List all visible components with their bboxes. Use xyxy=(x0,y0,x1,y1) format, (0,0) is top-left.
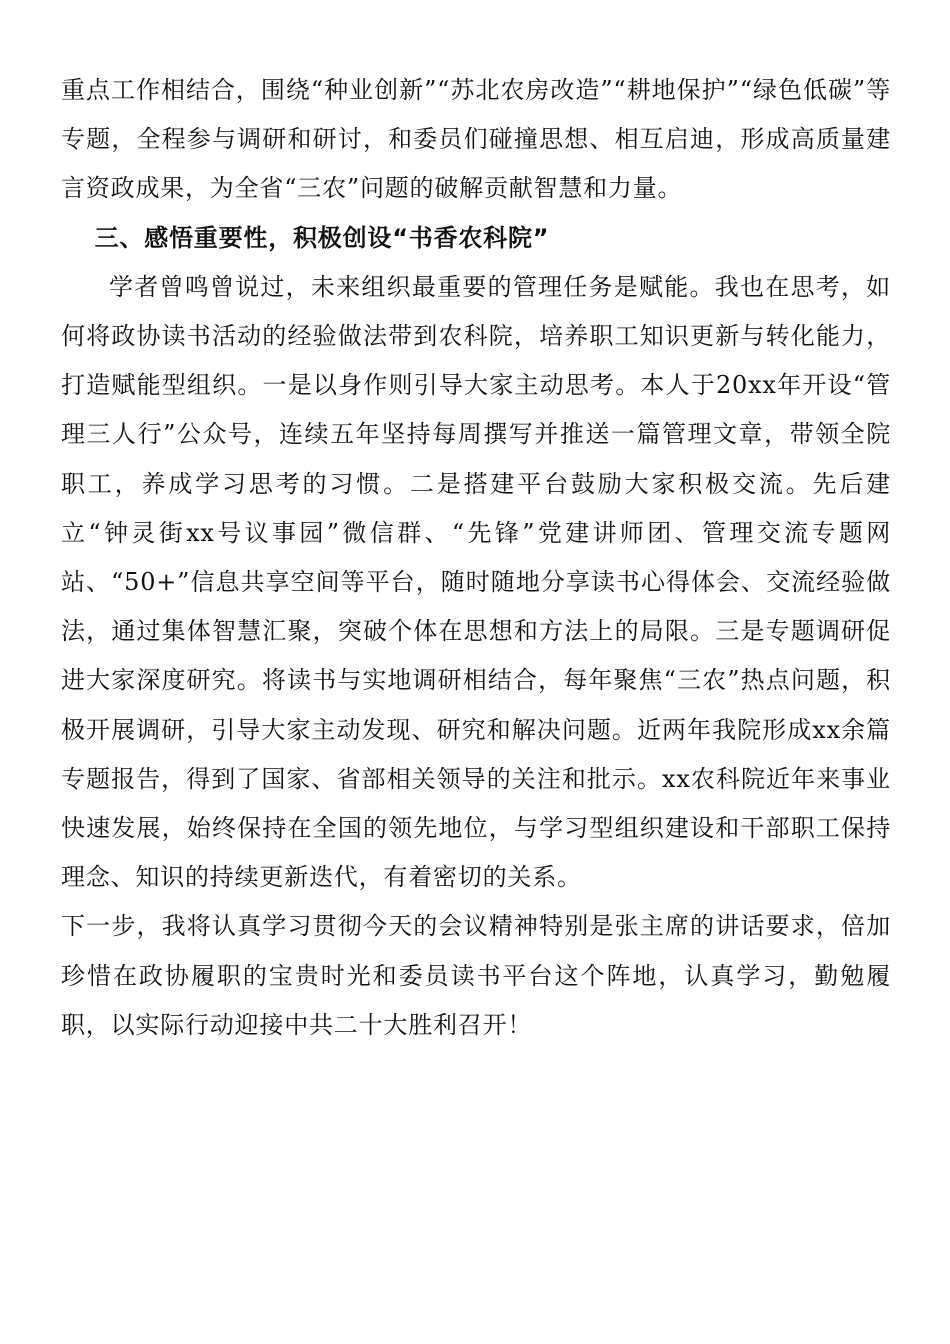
paragraph-continuation: 重点工作相结合，围绕“种业创新”“苏北农房改造”“耕地保护”“绿色低碳”等专题，全程参与调研和研讨，和委员们碰撞思想、相互启迪，形成高质量建言资政成果，为全省“三农”问题的破解贡献智慧和力量。 xyxy=(61,76,891,203)
body-paragraph: 学者曾鸣曾说过，未来组织最重要的管理任务是赋能。我也在思考，如何将政协读书活动的经验做法带到农科院，培养职工知识更新与转化能力，打造赋能型组织。一是以身作则引导大家主动思考。本人于20xx年开设“管理三人行”公众号，连续五年坚持每周撰写并推送一篇管理文章，带领全院职工，养成学习思考的习惯。二是搭建平台鼓励大家积极交流。先后建立“钟灵街xx号议事园”微信群、“先锋”党建讲师团、管理交流专题网站、“50+”信息共享空间等平台，随时随地分享读书心得体会、交流经验做法，通过集体智慧汇聚，突破个体在思想和方法上的局限。三是专题调研促进大家深度研究。将读书与实地调研相结合，每年聚焦“三农”热点问题，积极开展调研，引导大家主动发现、研究和解决问题。近两年我院形成xx余篇专题报告，得到了国家、省部相关领导的关注和批示。xx农科院近年来事业快速发展，始终保持在全国的领先地位，与学习型组织建设和干部职工保持理念、知识的持续更新迭代，有着密切的关系。 xyxy=(61,272,891,892)
closing-paragraph: 下一步，我将认真学习贯彻今天的会议精神特别是张主席的讲话要求，倍加珍惜在政协履职的宝贵时光和委员读书平台这个阵地，认真学习，勤勉履职，以实际行动迎接中共二十大胜利召开！ xyxy=(61,912,891,1039)
document-body xyxy=(61,66,891,1050)
section-heading: 三、感悟重要性，积极创设“书香农科院” xyxy=(94,223,550,252)
